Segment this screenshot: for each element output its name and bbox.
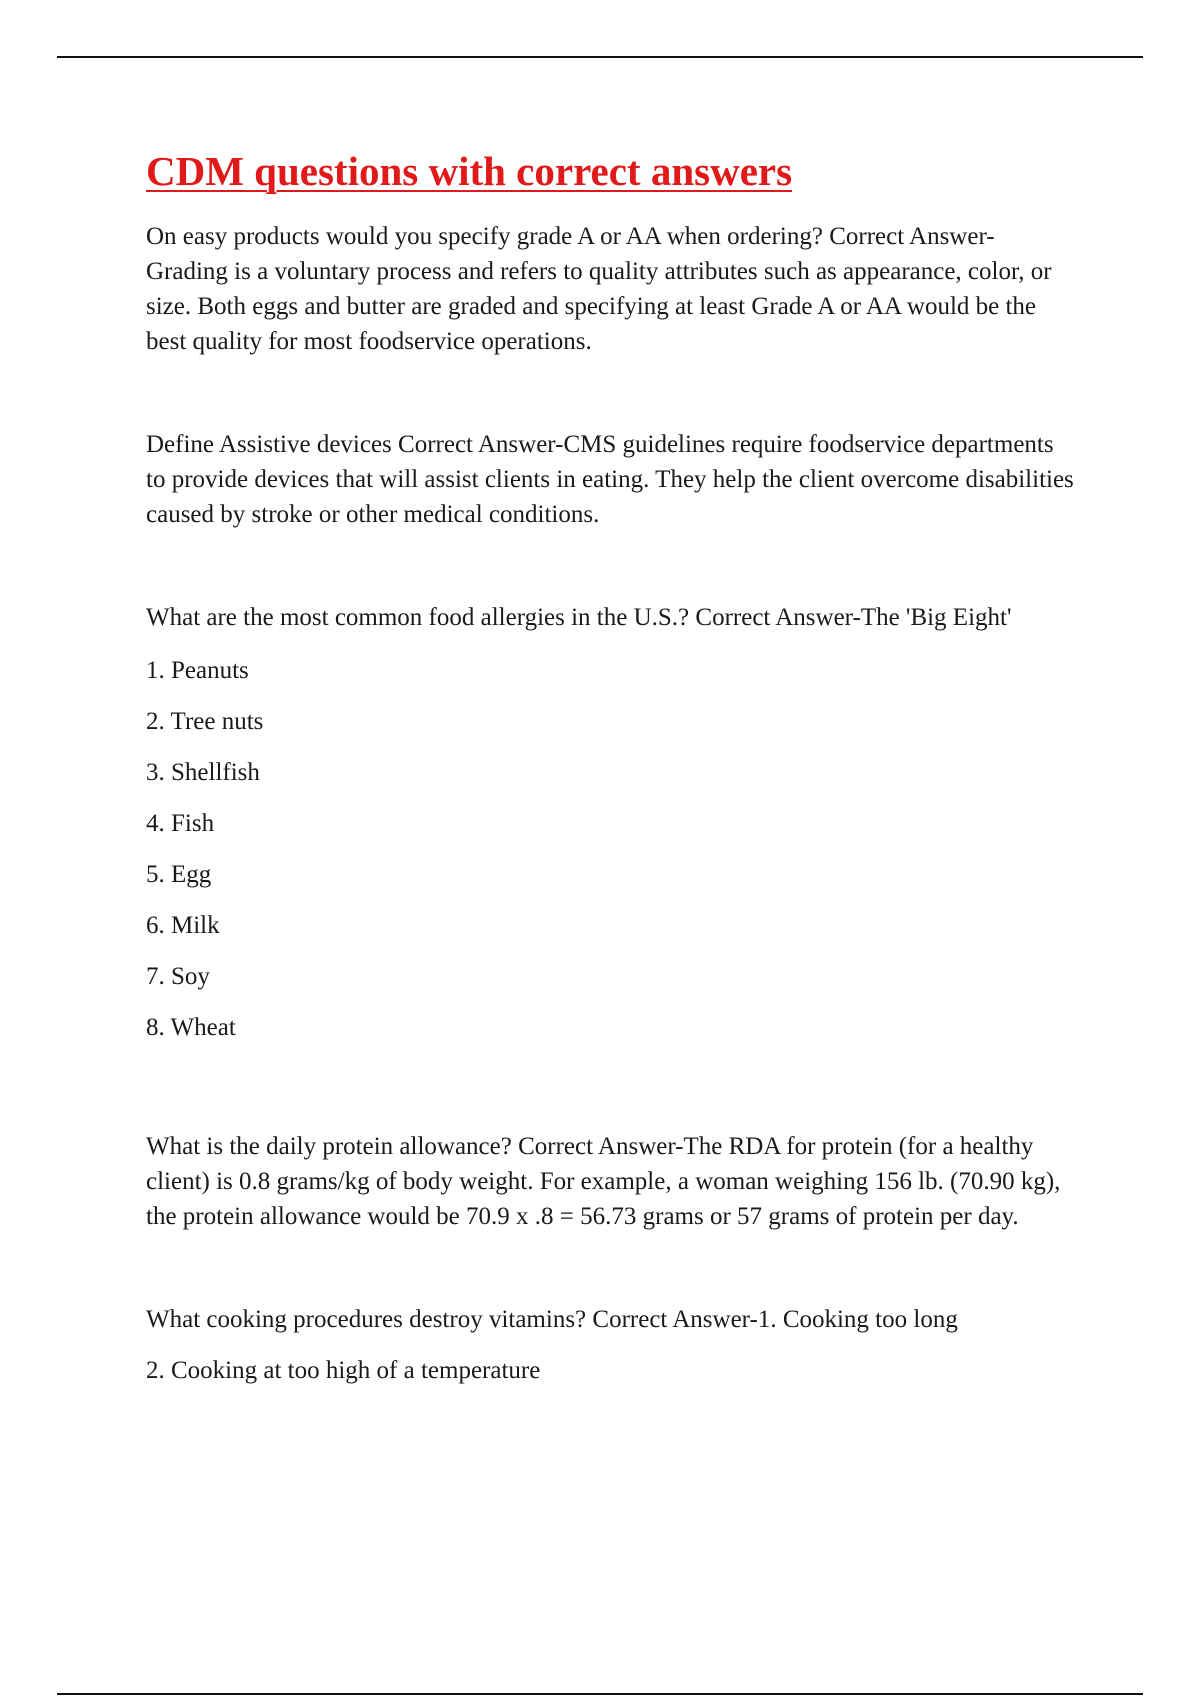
qa-cooking-vitamins: What cooking procedures destroy vitamins? Correct Answer-1. Cooking too long (146, 1306, 958, 1333)
list-item: 7. Soy (146, 963, 210, 990)
list-item: 8. Wheat (146, 1014, 236, 1041)
spacer (146, 359, 1076, 427)
list-item: 1. Peanuts (146, 657, 249, 684)
document-title: CDM questions with correct answers (146, 148, 793, 194)
list-item: 4. Fish (146, 810, 215, 837)
spacer (146, 1234, 1076, 1302)
qa-grade-ordering: On easy products would you specify grade A or AA when ordering? Correct Answer-Grading is a voluntary process and refers to quality attributes such as appearance, color, or size. Both eggs and butter are graded and specifying at least Grade A or AA would be the best quality for most foodservice operations. (146, 223, 1052, 355)
list-item: 6. Milk (146, 912, 220, 939)
allergy-list (146, 653, 1076, 1045)
list-item: 5. Egg (146, 861, 212, 888)
spacer (146, 532, 1076, 600)
spacer (146, 1061, 1076, 1129)
qa-cooking-vitamins-item-2: 2. Cooking at too high of a temperature (146, 1357, 541, 1384)
list-item: 2. Tree nuts (146, 708, 264, 735)
top-rule (57, 56, 1143, 58)
qa-protein-allowance: What is the daily protein allowance? Correct Answer-The RDA for protein (for a healthy client) is 0.8 grams/kg of body weight. For example, a woman weighing 156 lb. (70.90 kg), the protein allowance would be 70.9 x .8 = 56.73 grams or 57 grams of protein per day. (146, 1133, 1061, 1230)
list-item: 3. Shellfish (146, 759, 260, 786)
bottom-rule (57, 1693, 1143, 1695)
qa-assistive-devices: Define Assistive devices Correct Answer-CMS guidelines require foodservice departments to provide devices that will assist clients in eating. They help the client overcome disabilities caused by stroke or other medical conditions. (146, 431, 1074, 528)
qa-food-allergies: What are the most common food allergies in the U.S.? Correct Answer-The 'Big Eight' (146, 604, 1012, 631)
document-body (146, 143, 1076, 1388)
